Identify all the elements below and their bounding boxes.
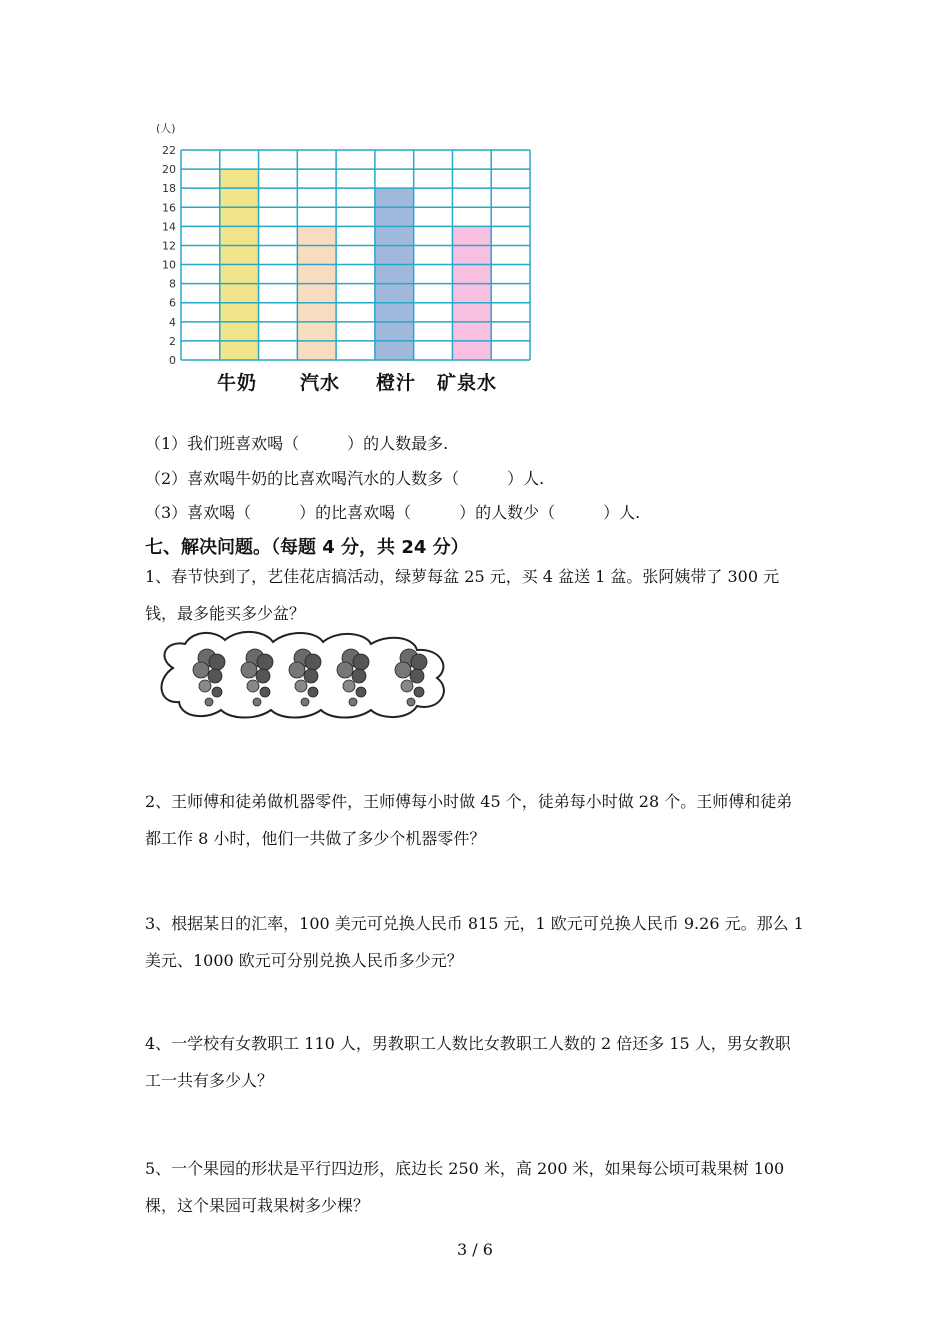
page-number: 3 / 6: [457, 1240, 493, 1259]
y-tick-label-3: 6: [169, 296, 176, 310]
y-tick-label-6: 12: [162, 239, 176, 253]
y-tick-label-11: 22: [162, 144, 176, 157]
problem-3: 3、根据某日的汇率，100 美元可兑换人民币 815 元，1 欧元可兑换人民币 9.26 元。那么 1 美元、1000 欧元可分别兑换人民币多少元？: [145, 914, 804, 970]
y-tick-label-10: 20: [162, 163, 176, 177]
question-2: （2）喜欢喝牛奶的比喜欢喝汽水的人数多（ ）人.: [145, 469, 545, 488]
bar-chart: [150, 118, 550, 408]
category-label-orange-juice: 橙汁: [376, 372, 417, 394]
y-unit-label: (人): [156, 122, 176, 135]
chart-canvas: [150, 118, 550, 368]
bar-3: [452, 226, 491, 360]
section-title: 七、解决问题。（每题 4 分，共 24 分）: [145, 537, 469, 558]
y-tick-label-2: 4: [169, 315, 176, 329]
question-3: （3）喜欢喝（ ）的比喜欢喝（ ）的人数少（ ）人.: [145, 503, 641, 522]
problem-4: 4、一学校有女教职工 110 人，男教职工人数比女教职工人数的 2 倍还多 15 人，男女教职工一共有多少人？: [145, 1034, 791, 1090]
problem-5: 5、一个果园的形状是平行四边形，底边长 250 米，高 200 米，如果每公顷可栽果树 100 棵，这个果园可栽果树多少棵？: [145, 1159, 785, 1215]
y-tick-label-5: 10: [162, 258, 176, 272]
y-tick-label-9: 18: [162, 182, 176, 196]
y-tick-label-1: 2: [169, 334, 176, 348]
problem-1: 1、春节快到了，艺佳花店搞活动，绿萝每盆 25 元，买 4 盆送 1 盆。张阿姨带了 300 元钱，最多能买多少盆？: [145, 567, 780, 623]
y-tick-label-8: 16: [162, 201, 176, 215]
problem-2: 2、王师傅和徒弟做机器零件，王师傅每小时做 45 个，徒弟每小时做 28 个。王师傅和徒弟都工作 8 小时，他们一共做了多少个机器零件？: [145, 792, 793, 848]
question-1: （1）我们班喜欢喝（ ）的人数最多.: [145, 434, 449, 453]
y-tick-label-7: 14: [162, 220, 176, 234]
bar-2: [375, 188, 414, 360]
category-label-milk: 牛奶: [217, 372, 258, 394]
y-tick-label-0: 0: [169, 354, 176, 367]
bar-1: [297, 226, 336, 360]
category-label-soda: 汽水: [300, 372, 341, 394]
y-tick-label-4: 8: [169, 277, 176, 291]
category-label-mineral-water: 矿泉水: [437, 372, 498, 394]
plant-pots-illustration: [155, 628, 455, 720]
